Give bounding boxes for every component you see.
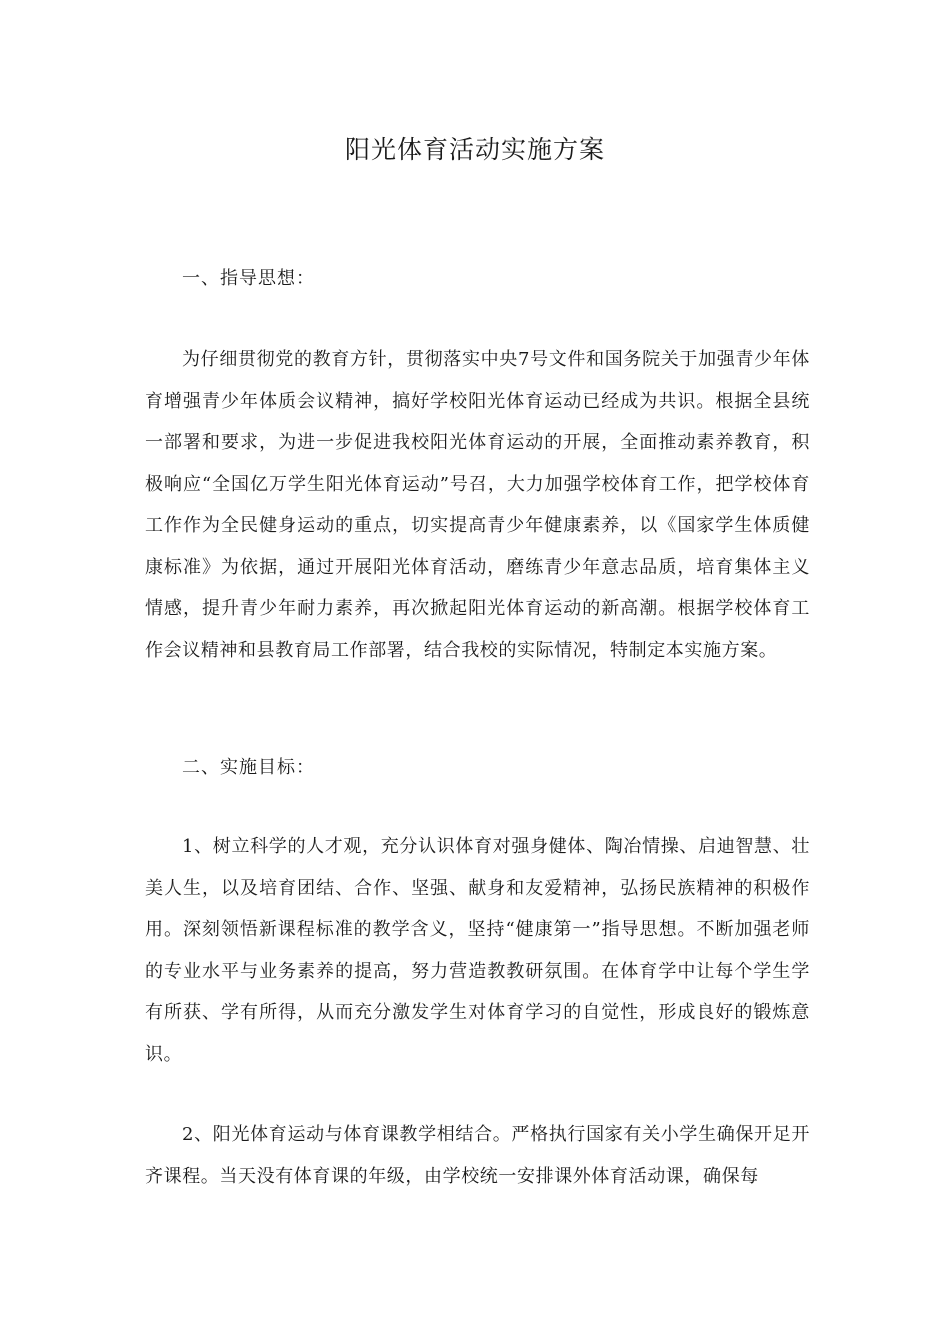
- paragraph-guiding-ideology: 为仔细贯彻党的教育方针，贯彻落实中央7号文件和国务院关于加强青少年体育增强青少年体质会议精神，搞好学校阳光体育运动已经成为共识。根据全县统一部署和要求，为进一步促进我校阳光体育运动的开展，全面推动素养教育，积极响应“全国亿万学生阳光体育运动”号召，大力加强学校体育工作，把学校体育工作作为全民健身运动的重点，切实提高青少年健康素养，以《国家学生体质健康标准》为依据，通过开展阳光体育活动，磨练青少年意志品质，培育集体主义情感，提升青少年耐力素养，再次掀起阳光体育运动的新高潮。根据学校体育工作会议精神和县教育局工作部署，结合我校的实际情况，特制定本实施方案。: [145, 349, 810, 661]
- section-heading-goals: 二、实施目标：: [182, 757, 315, 778]
- document-title: 阳光体育活动实施方案: [344, 135, 605, 164]
- paragraph-goal-1: 1、树立科学的人才观，充分认识体育对强身健体、陶冶情操、启迪智慧、壮美人生，以及培育团结、合作、坚强、献身和友爱精神，弘扬民族精神的积极作用。深刻领悟新课程标准的教学含义，坚持“健康第一”指导思想。不断加强老师的专业水平与业务素养的提高，努力营造教教研氛围。在体育学中让每个学生学有所获、学有所得，从而充分激发学生对体育学习的自觉性，形成良好的锻炼意识。: [145, 836, 810, 1065]
- section-heading-guiding-ideology: 一、指导思想：: [182, 268, 315, 289]
- paragraph-goal-2: 2、阳光体育运动与体育课教学相结合。严格执行国家有关小学生确保开足开齐课程。当天没有体育课的年级，由学校统一安排课外体育活动课，确保每: [145, 1124, 810, 1187]
